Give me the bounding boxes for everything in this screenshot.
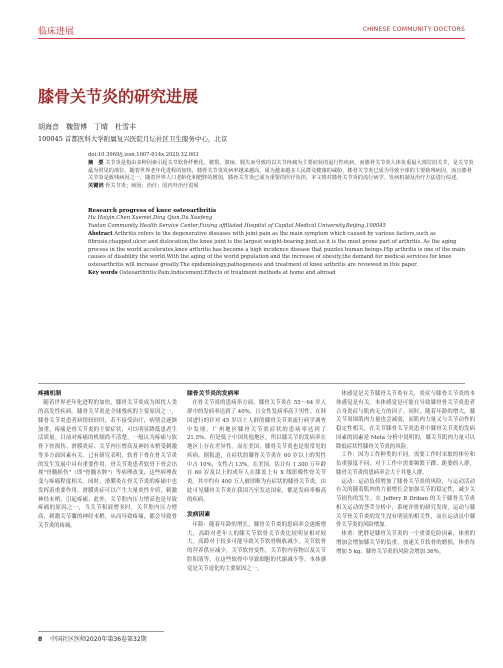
en-title: Research progress of knee osteoarthritis <box>88 208 217 214</box>
col2-paragraph: 在骨关节炎的患病率方面，膝骨关节炎在 55～64 岁人群中的发病率达到了 40%，且女性发病率高于男性。在韩国进行的针对 45 岁以上人群的膝骨关节炎流行病学调查中发现，广州地区膝骨关节炎症状的患病率达到了 21.5%。但是低于中国其他地区，所以膝关节的发病率在地区上存在差异性。而在美国，膝骨关节炎也是很常见的疾病。据报道，在症状的膝骨关节炎在 60 岁以上的男性中占 10%，女性占 13%。在美国，估计有 1 300 万年龄在 60 岁及以上的成年人在膝盖上有 X 线影像性骨关节炎。其中约有 400 万人被诊断为有症状的膝骨关节炎。由此可见膝骨关节炎在我国乃至发达国家，都是发病率极高的疾病。 <box>187 400 326 503</box>
col3-paragraph-2: 工作：因为工作种类的不同，需要工作时采取的体位和负重强度不同，对于工作中需要频繁下蹲、跪姿的人群，膝骨关节炎的患病率会大于其他人群。 <box>336 452 475 476</box>
page-footer <box>38 634 147 643</box>
body-column-3 <box>336 390 475 556</box>
chinese-abstract-block <box>88 152 476 191</box>
en-abstract-text: Arthritis refers to the degenerative diseases with joint pain as the main symptom which caused by various factors,such as fibrosis,chapped,ulcer and dislocation,the knee joint is the largest weight-bearing joint,so it is the most prone part of arthritis. As the aging process in the world accelerates,knee arthritis has become a high incidence disease that puzzles human beings.Hip arthritis is one of the main causes of disability the world.With the aging of the world population and the increase of obesity,the demand for medical services for knee osteoarthritis will increase greatly.The epidemiology,pathogenesis and treatment of knee arthritis are reviewed in this paper. <box>88 230 465 269</box>
en-abstract <box>88 231 476 270</box>
journal-issue: 中国社区医师2020年第36卷第32期 <box>50 636 147 643</box>
cn-abstract-text: 关节炎是指由多种因素引起关节软骨纤维化、皲裂、溃疡、脱失而导致的以关节疼痛为主要症状的退行性疾病，而膝骨关节炎人体负重最大部位的关节，是关节炎最为常见的部位。随着世界老年化进程的加快，膝骨关节炎发病率越来越高，成为越来越多人民群众健康的威胁，膝骨关节炎已成为导致全球的主要致残病因，而且膝骨关节炎是致残病因之一，随着世界人口老龄化和肥胖的增加，膝骨关节炎已成为重要的医疗负担，本文将对膝骨关节炎的流行病学、发病机制及治疗方法进行综述。 <box>88 159 474 182</box>
authors: 胡海音 魏智博 丁晴 杜雪丰 <box>38 123 136 131</box>
col3-paragraph-4: 体重：肥胖是膝骨关节炎的一个重要危险因素，体重的增加会增加膝关节的负重，加速关节软骨的磨损，体重每增加 5 kg，膝骨关节炎的风险会增加 36%。 <box>336 531 475 555</box>
english-abstract-block <box>88 207 476 278</box>
article-title: 膝骨关节炎的研究进展 <box>38 87 199 106</box>
footer-rule <box>38 631 164 632</box>
cn-keywords-text: 骨关节炎；病因；治疗；国内外治疗进展 <box>105 183 199 190</box>
en-keywords-label: Key words <box>88 269 118 276</box>
en-keywords <box>88 270 476 278</box>
col1-paragraph: 随着世界老年化进程的加快，膝骨关节炎成为困扰人类的高发性疾病。膝骨关节炎是全球残疾的主要原因之一，膝骨关节炎患者病情较轻时，若不接受治疗，病情会逐渐加重，疼痛是骨关节炎的主要症状，可以明显降低患者生活质量。目前对疼痛的机制尚不清楚，一般认为疼痛与软骨下骨损伤、滑膜炎症、关节内压增高及神经末梢受刺激等多方面因素有关。已有研究表明，软骨下骨在骨关节炎的发生发展中具有重要作用，骨关节炎患者软骨下骨会出现"骨髓损伤"（即"骨髓水肿"）等病理改变，这些病理改变与疼痛程度相关。同时，滑膜炎在骨关节炎的疼痛中也发挥着重要作用，滑膜炎症可以产生大量炎性介质，刺激神经末梢，引起疼痛。此外，关节腔内压力增高也是导致疼痛的原因之一，当关节积液增多时，关节腔内压力增高，刺激关节囊的神经末梢，从而导致疼痛，都会导致骨关节炎的疼痛。 <box>38 400 177 529</box>
affiliation: 100045 首都医科大学附属复兴医院月坛社区卫生服务中心，北京 <box>38 135 228 143</box>
body-column-1 <box>38 390 177 531</box>
en-affiliation: Yuetan Community Health Service Center,Fuxing affiliated Hospital of Capital Medical University,Beijing,100045 <box>88 223 386 230</box>
cn-abstract <box>88 160 476 183</box>
en-abstract-label: Abstract <box>88 230 113 237</box>
col1-heading: 疼痛机制 <box>38 391 62 397</box>
doi: doi:10.3969/j.issn.1007-614x.2020.32.003 <box>88 152 199 158</box>
cn-keywords-label: 关键词 <box>88 183 104 190</box>
en-keywords-text: Osteoarthritis;Pain;Inducement;Effects of treatment methods at home and abroad <box>119 269 336 276</box>
col3-paragraph: 体感觉是关节膝骨关节炎有关，炎症与膝骨关节炎的本体感觉是有关。本体感觉是可能在导致膝骨骨关节炎患者合身炎症与肌肉无力的因子。同时，随着年龄的增大，膝关节周围肌肉力量也会减弱，而肌肉力量又与关节动作的稳定性相关，在关节膝骨关节炎患者中膝骨关节炎的发病因素的因素是 Meta 分析中说明的，膝关节肌肉力量可以降低症状性膝骨关节炎的风险。 <box>336 391 475 450</box>
page-number: 8 <box>38 636 43 643</box>
section-divider <box>38 383 465 384</box>
col2-heading-2: 发病因素 <box>187 512 211 519</box>
col2-paragraph-2: 年龄：随着年龄的增长，膝骨关节炎的患病率会逐渐增大，高龄对老年人的膝关节软骨关节炎比较明显相对较大。高龄对于较多可能导致关节软骨吸收减少，关节软骨的营养供应减少，关节软骨变性，关节腔内容物以及关节腔积液等，在这些软骨中导致细胞的代谢减少等。本体感觉是关节退化的主要原因之一。 <box>187 521 326 572</box>
section-label: 临床进展 <box>38 27 75 37</box>
en-authors: Hu Haiyin,Chen Xuemei,Ding Qian,Du Xuefeng <box>88 215 213 222</box>
cn-abstract-label: 摘 要 <box>88 159 104 166</box>
body-column-2 <box>187 390 326 573</box>
header-rule <box>38 38 465 39</box>
cn-keywords <box>88 183 476 191</box>
col2-heading: 膝骨关节炎的发病率 <box>187 391 240 397</box>
journal-name: CHINESE COMMUNITY DOCTORS <box>362 26 465 33</box>
col3-paragraph-3: 运动：运动负荷增加了膝骨关节炎的风险，与运动活动有关的随着肌肉的力量增长会加强关节的稳定性，减少关节损伤的发生。在 Jeffery B Driban 的关于膝骨关节炎相关运动的荟萃分析中，系统评价的研究发现，运动与膝关节骨关节炎的发生没有明显的相关性，而在运动员中膝骨关节炎的风险增加。 <box>336 478 475 529</box>
